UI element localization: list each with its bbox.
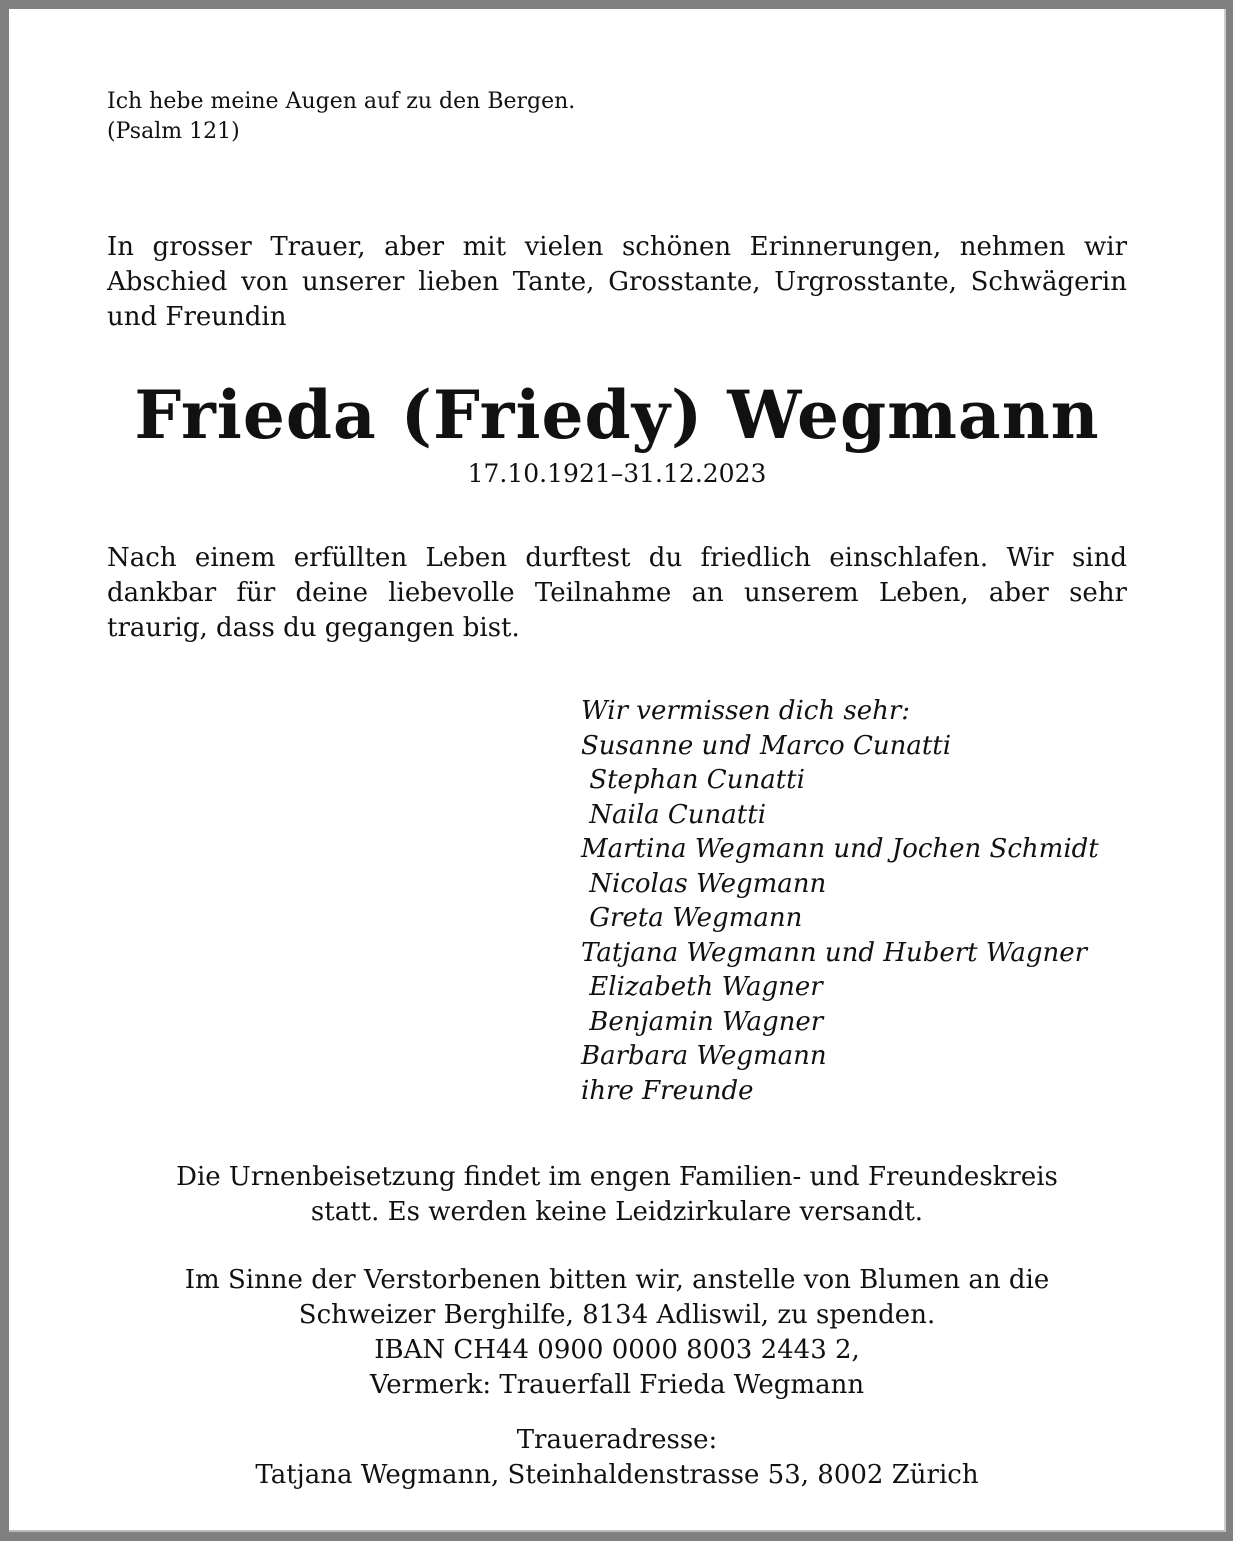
donation-request xyxy=(107,1263,1127,1403)
mourner-name: Stephan Cunatti xyxy=(581,765,805,795)
mourner-name: Elizabeth Wagner xyxy=(581,972,823,1002)
intro-paragraph: In grosser Trauer, aber mit vielen schönen Erinnerungen, nehmen wir Abschied von unserer lieben Tante, Grosstante, Urgrosstante, Schwägerin und Freundin xyxy=(107,232,1127,332)
mourning-address-value: Tatjana Wegmann, Steinhaldenstrasse 53, 8002 Zürich xyxy=(255,1460,979,1490)
mourner-name: Benjamin Wagner xyxy=(581,1006,824,1037)
life-dates: 17.10.1921–31.12.2023 xyxy=(467,459,767,488)
mourner-name: Barbara Wegmann xyxy=(581,1041,827,1071)
psalm-quote-text: Ich hebe meine Augen auf zu den Bergen. xyxy=(107,89,576,114)
obituary-content xyxy=(107,87,1127,1493)
burial-notice-line: statt. Es werden keine Leidzirkulare versandt. xyxy=(310,1197,924,1227)
psalm-reference: (Psalm 121) xyxy=(107,119,240,144)
psalm-quote xyxy=(107,87,1127,147)
donation-reference: Vermerk: Trauerfall Frieda Wegmann xyxy=(369,1370,865,1400)
obituary-page xyxy=(9,9,1226,1532)
donation-line: Im Sinne der Verstorbenen bitten wir, anstelle von Blumen an die xyxy=(184,1265,1050,1295)
mourner-name: Susanne und Marco Cunatti xyxy=(581,730,952,761)
mourning-address xyxy=(107,1423,1127,1493)
mourner-name: Tatjana Wegmann und Hubert Wagner xyxy=(581,937,1088,968)
mourner-name: Nicolas Wegmann xyxy=(581,868,827,899)
mourners-list xyxy=(581,694,1127,1108)
mourner-name: Naila Cunatti xyxy=(581,799,767,830)
burial-notice-line: Die Urnenbeisetzung findet im engen Familien- und Freundeskreis xyxy=(176,1162,1058,1192)
mourning-address-label: Traueradresse: xyxy=(516,1425,718,1455)
mourners-heading: Wir vermissen dich sehr: xyxy=(581,696,911,726)
deceased-name: Frieda (Friedy) Wegmann xyxy=(134,376,1100,454)
donation-iban: IBAN CH44 0900 0000 8003 2443 2, xyxy=(374,1335,860,1365)
donation-line: Schweizer Berghilfe, 8134 Adliswil, zu spenden. xyxy=(298,1300,936,1330)
mourner-name: ihre Freunde xyxy=(581,1075,754,1106)
farewell-message: Nach einem erfüllten Leben durftest du friedlich einschlafen. Wir sind dankbar für deine liebevolle Teilnahme an unserem Leben, aber sehr traurig, dass du gegangen bist. xyxy=(107,543,1127,643)
mourner-name: Greta Wegmann xyxy=(581,903,803,933)
mourner-name: Martina Wegmann und Jochen Schmidt xyxy=(581,834,1099,864)
burial-notice xyxy=(107,1160,1127,1230)
